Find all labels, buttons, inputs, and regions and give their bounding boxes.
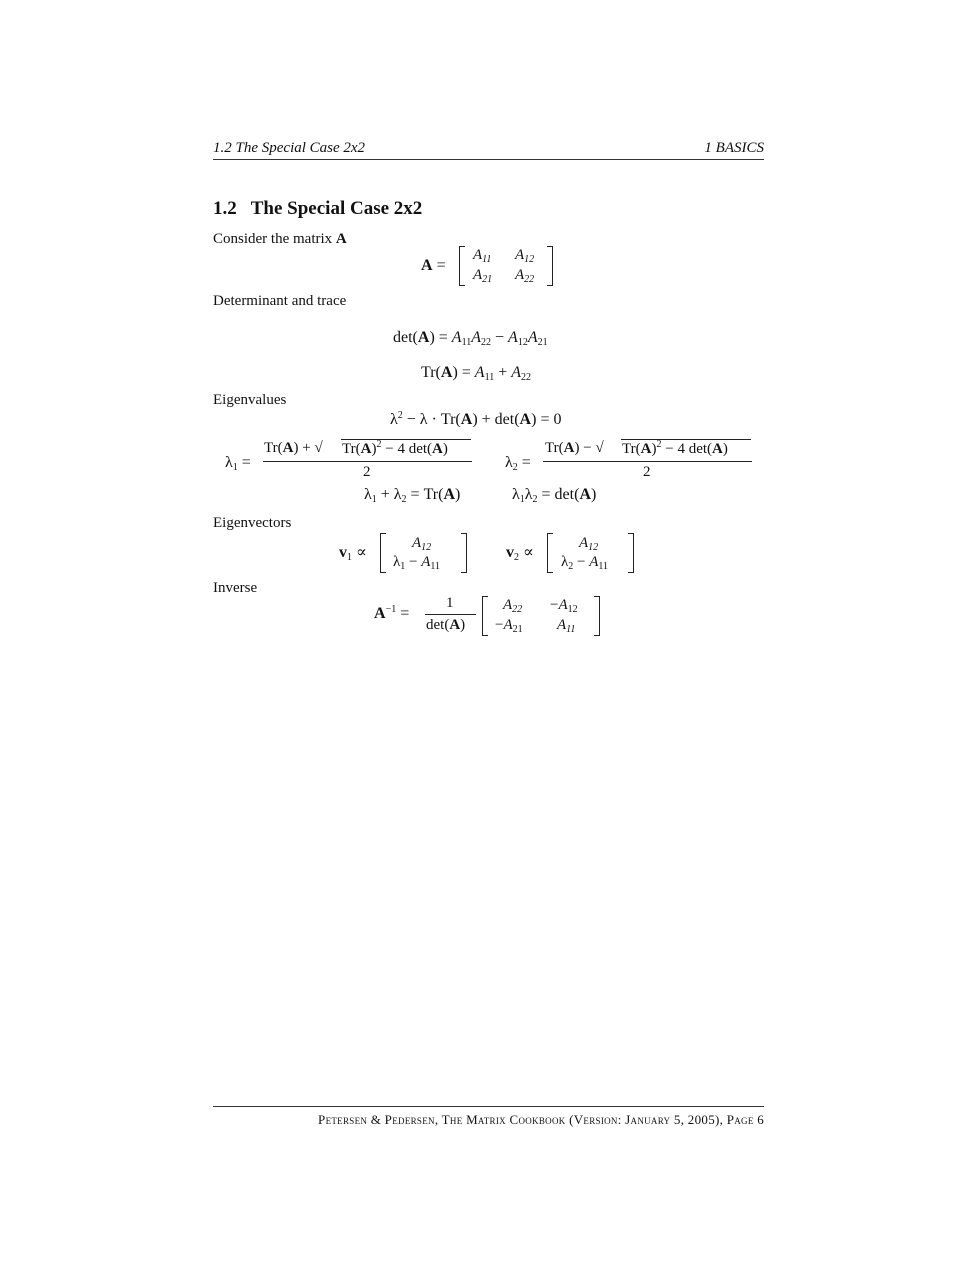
equation-characteristic: $\lambda^2 - \lambda \cdot Tr(A) + \det(A) = 0$ — [390, 410, 562, 428]
consider-text: Consider the matrix — [213, 231, 336, 247]
page-footer: Petersen & Pedersen, The Matrix Cookbook (Version: January 5, 2005), Page 6 — [318, 1112, 764, 1127]
paragraph-consider — [213, 231, 347, 248]
section-heading — [213, 198, 422, 220]
header-left: 1.2 The Special Case 2x2 — [213, 140, 366, 156]
section-number: 1.2 — [213, 198, 237, 219]
equation-eigen-product: $\lambda_1\lambda_2 = \det(A)$ — [512, 486, 597, 505]
paragraph-inverse: Inverse — [213, 580, 258, 596]
header-rule — [213, 159, 764, 160]
paragraph-det-trace: Determinant and trace — [213, 293, 347, 309]
paragraph-eigenvectors: Eigenvectors — [213, 515, 292, 531]
consider-matrix-symbol: A — [335, 231, 347, 247]
section-title: The Special Case 2x2 — [250, 198, 423, 219]
equation-eigen-sum: $\lambda_1 + \lambda_2 = Tr(A)$ — [364, 486, 461, 505]
equation-trace: $Tr(A) = A_{11} + A_{22}$ — [421, 364, 532, 383]
equation-determinant: $\det(A) = A_{11}A_{22} - A_{12}A_{21}$ — [393, 329, 548, 348]
running-header — [213, 139, 764, 161]
header-right: 1 BASICS — [704, 140, 764, 156]
footer-rule — [213, 1106, 764, 1107]
paragraph-eigenvalues: Eigenvalues — [213, 392, 287, 408]
